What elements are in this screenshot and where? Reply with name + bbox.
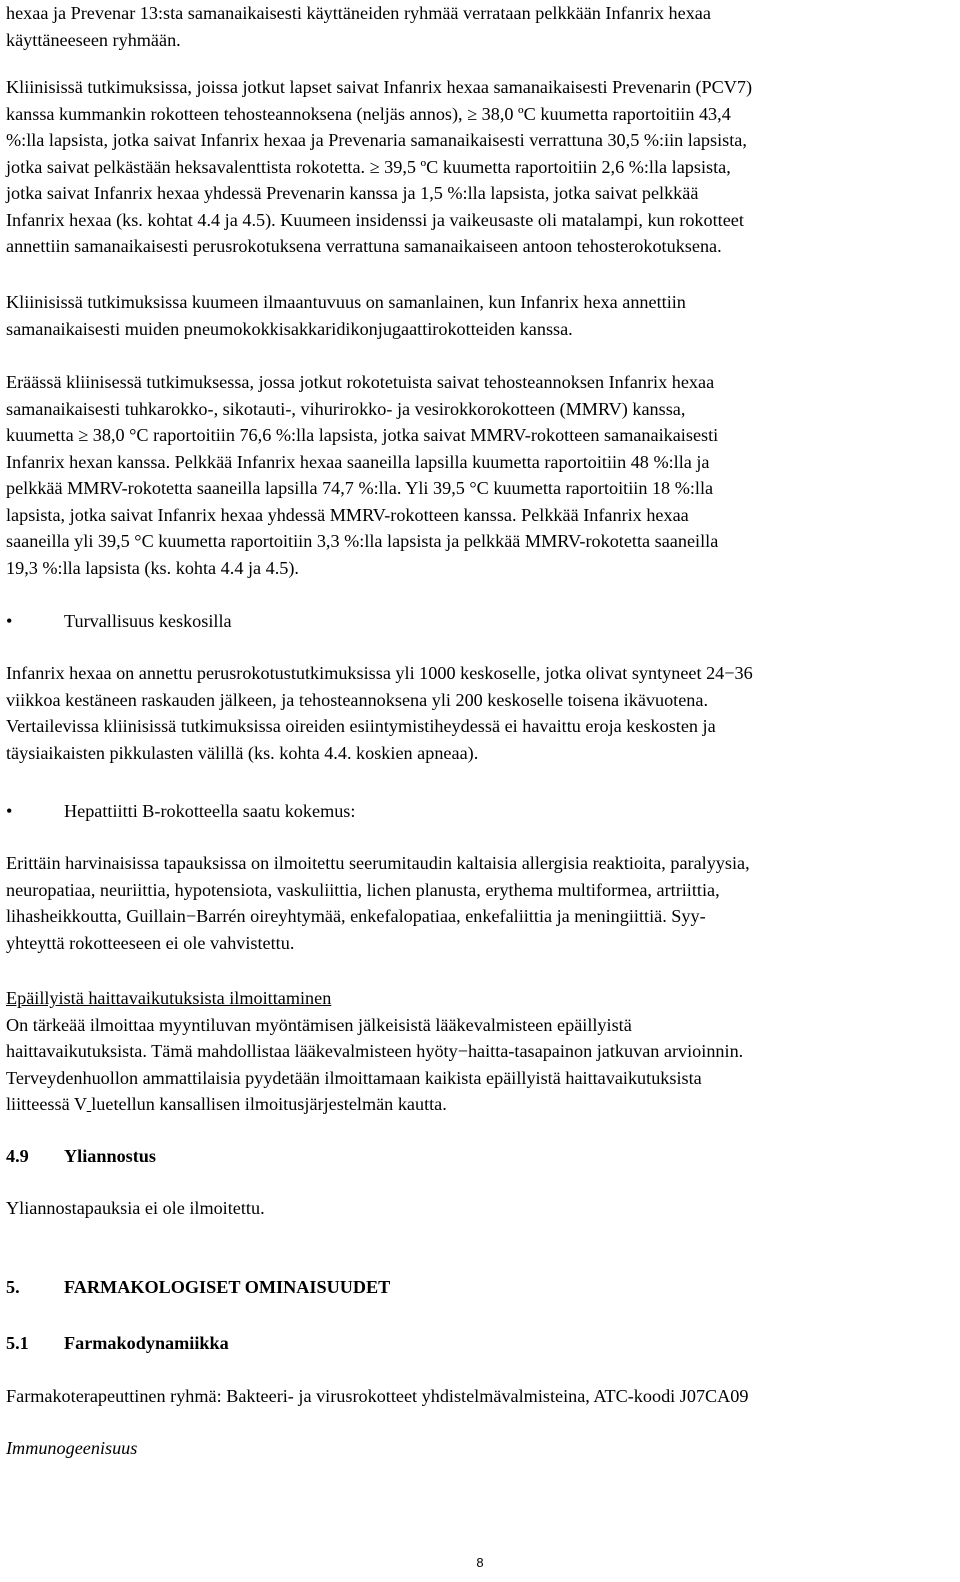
section-title: Farmakodynamiikka xyxy=(64,1333,229,1353)
text-line: hexaa ja Prevenar 13:sta samanaikaisesti käyttäneiden ryhmää verrataan pelkkään Infanrix hexaa xyxy=(6,3,711,23)
paragraph-overdose xyxy=(6,1195,265,1222)
text-line: 19,3 %:lla lapsista (ks. kohta 4.4 ja 4.5). xyxy=(6,557,299,578)
section-number: 5.1 xyxy=(6,1333,29,1353)
text-line: Yliannostapauksia ei ole ilmoitettu. xyxy=(6,1198,265,1218)
text-line: Infanrix hexaa on annettu perusrokotustutkimuksissa yli 1000 keskoselle, jotka olivat syntyneet 24−36 xyxy=(6,663,753,683)
reporting-heading: Epäillyistä haittavaikutuksista ilmoittaminen xyxy=(6,988,332,1008)
text-line: viikkoa kestäneen raskauden jälkeen, ja tehosteannoksena yli 200 keskoselle toisena ikävuotena. xyxy=(6,689,709,710)
text-line: jotka saivat pelkästään heksavalenttista rokotetta. ≥ 39,5 ºC kuumetta raportoitiin 2,6 %:lla lapsista, xyxy=(6,156,731,177)
text-line: Kliinisissä tutkimuksissa, joissa jotkut lapset saivat Infanrix hexaa samanaikaisesti Prevenarin (PCV7) xyxy=(6,77,753,97)
bullet-icon: • xyxy=(6,611,13,631)
text-line: pelkkää MMRV-rokotetta saaneilla lapsilla 74,7 %:lla. Yli 39,5 °C kuumetta raportoitiin 18 %:lla xyxy=(6,478,714,498)
text-line: yhteyttä rokotteeseen ei ole vahvistettu. xyxy=(6,932,295,953)
paragraph-pneumococcal xyxy=(6,289,686,342)
text-segment: luetellun kansallisen ilmoitusjärjestelmän kautta. xyxy=(91,1094,447,1114)
paragraph-mmrv xyxy=(6,369,718,581)
text-line: %:lla lapsista, jotka saivat Infanrix hexaa ja Prevenaria samanaikaisesti verrattuna 30,5 %:iin lapsista, xyxy=(6,130,747,150)
section-number: 4.9 xyxy=(6,1146,29,1166)
page-number: 8 xyxy=(476,1555,484,1570)
paragraph-hepatitis-b xyxy=(6,850,750,956)
text-line: haittavaikutuksista. Tämä mahdollistaa lääkevalmisteen hyöty−haitta-tasapainon jatkuvan arvioinnin. xyxy=(6,1041,744,1061)
text-line: Infanrix hexaa (ks. kohtat 4.4 ja 4.5). Kuumeen insidenssi ja vaikeusaste oli matalampi, kun rokotteet xyxy=(6,209,744,230)
paragraph-intro xyxy=(6,0,711,53)
text-line: Kliinisissä tutkimuksissa kuumeen ilmaantuvuus on samanlainen, kun Infanrix hexa annettiin xyxy=(6,292,686,312)
text-line: samanaikaisesti muiden pneumokokkisakkaridikonjugaattirokotteiden kanssa. xyxy=(6,318,573,339)
text-line: lapsista, jotka saivat Infanrix hexaa yhdessä MMRV-rokotteen kanssa. Pelkkää Infanrix hexaa xyxy=(6,504,689,525)
text-line: kanssa kummankin rokotteen tehosteannoksena (neljäs annos), ≥ 38,0 ºC kuumetta raportoitiin 43,4 xyxy=(6,103,731,124)
paragraph-preterm xyxy=(6,660,753,766)
text-line: täysiaikaisten pikkulasten välillä (ks. kohta 4.4. koskien apneaa). xyxy=(6,742,479,763)
paragraph-pharmacotherapeutic-group xyxy=(6,1383,749,1410)
text-line: Farmakoterapeuttinen ryhmä: Bakteeri- ja virusrokotteet yhdistelmävalmisteina, ATC-koodi J07CA09 xyxy=(6,1386,749,1406)
text-line: annettiin samanaikaisesti perusrokotuksena verrattuna samanaikaiseen antoon tehosterokotuksena. xyxy=(6,236,722,256)
text-line: neuropatiaa, neuriittia, hypotensiota, vaskuliittia, lichen planusta, erythema multiformea, artriittia, xyxy=(6,879,720,900)
text-line: Vertailevissa kliinisissä tutkimuksissa oireiden esiintymistiheydessä ei havaittu eroja keskosten ja xyxy=(6,716,716,736)
text-line xyxy=(6,1091,743,1118)
paragraph-prevenar xyxy=(6,74,752,260)
subheading-immunogenicity xyxy=(6,1435,137,1462)
text-line: Eräässä kliinisessä tutkimuksessa, jossa jotkut rokotetuista saivat tehosteannoksen Infanrix hexaa xyxy=(6,372,715,392)
text-line: lihasheikkoutta, Guillain−Barrén oireyhtymää, enkefalopatiaa, enkefaliittia ja meningiittiä. Syy- xyxy=(6,906,706,926)
appendix-reference: liitteessä V xyxy=(6,1094,87,1114)
section-number: 5. xyxy=(6,1277,20,1297)
text-line: samanaikaisesti tuhkarokko-, sikotauti-, vihurirokko- ja vesirokkorokotteen (MMRV) kanssa, xyxy=(6,398,686,419)
text-line: saaneilla yli 39,5 °C kuumetta raportoitiin 3,3 %:lla lapsista ja pelkkää MMRV-rokotetta saaneilla xyxy=(6,531,719,551)
text-line: käyttäneeseen ryhmään. xyxy=(6,29,181,50)
paragraph-reporting xyxy=(6,985,743,1118)
text-line: Infanrix hexan kanssa. Pelkkää Infanrix hexaa saaneilla lapsilla kuumetta raportoitiin 48 %:lla ja xyxy=(6,451,710,472)
section-title: FARMAKOLOGISET OMINAISUUDET xyxy=(64,1277,391,1297)
section-title: Yliannostus xyxy=(64,1146,156,1166)
text-line: Terveydenhuollon ammattilaisia pyydetään ilmoittamaan kaikista epäillyistä haittavaikutuksista xyxy=(6,1067,702,1088)
text-line: jotka saivat Infanrix hexaa yhdessä Prevenarin kanssa ja 1,5 %:lla lapsista, jotka saivat pelkkää xyxy=(6,183,699,203)
text-line: kuumetta ≥ 38,0 °C raportoitiin 76,6 %:lla lapsista, jotka saivat MMRV-rokotteen samanaikaisesti xyxy=(6,425,719,445)
text-line: Erittäin harvinaisissa tapauksissa on ilmoitettu seerumitaudin kaltaisia allergisia reaktioita, paralyysia, xyxy=(6,853,750,873)
bullet-icon: • xyxy=(6,801,13,821)
bullet-label: Turvallisuus keskosilla xyxy=(64,611,232,631)
text-line: On tärkeää ilmoittaa myyntiluvan myöntämisen jälkeisistä lääkevalmisteen epäillyistä xyxy=(6,1014,632,1035)
text-line: Immunogeenisuus xyxy=(6,1438,138,1458)
bullet-label: Hepattiitti B-rokotteella saatu kokemus: xyxy=(64,801,356,821)
